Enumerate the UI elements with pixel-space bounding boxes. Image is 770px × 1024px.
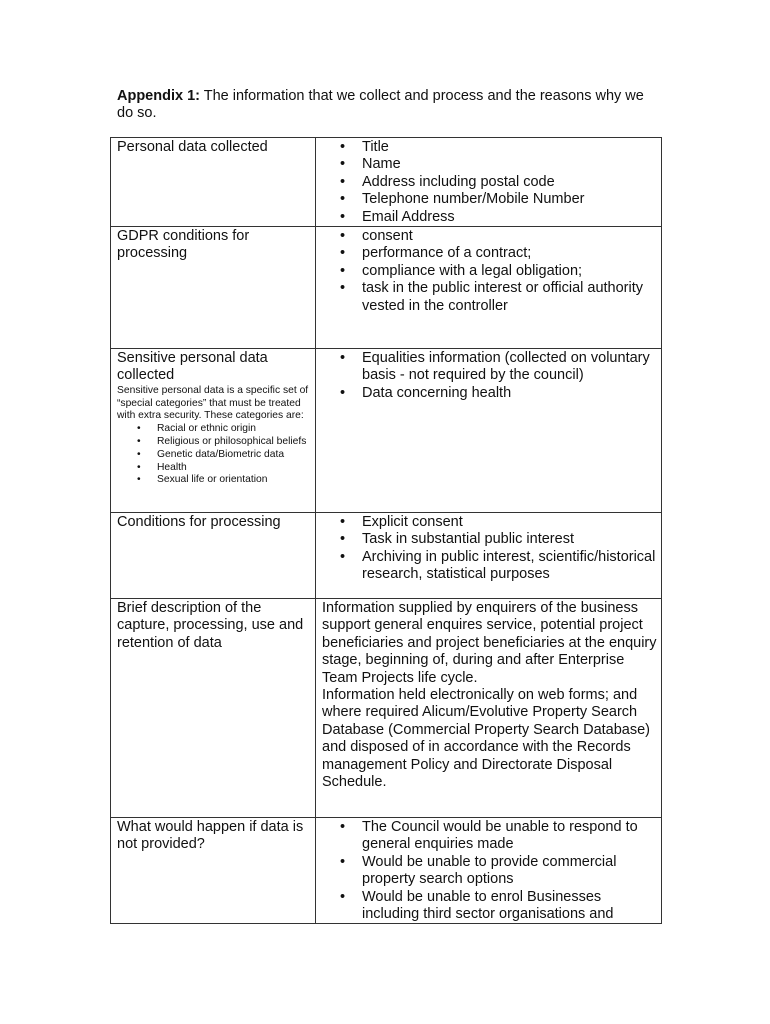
description-paragraph: Information held electronically on web forms; and where required Alicum/Evolutive Property Search Database (Commercial Property Search Database) and disposed of in accordance with the Records management Policy and Directorate Disposal Schedule. [322,687,650,791]
bullet-icon: • [137,461,141,473]
list-item: • Would be unable to provide commercial property search options [340,853,617,888]
list-item: • Health [137,461,187,473]
sensitive-data-label: Sensitive personal data collected [117,350,268,384]
list-item: • Equalities information (collected on voluntary basis - not required by the council) [340,350,650,384]
list-item: • Would be unable to enrol Businesses including third sector organisations and [340,888,614,923]
bullet-icon: • [137,423,141,435]
bullet-icon: • [340,280,346,297]
special-categories-list [117,423,315,487]
bullet-icon: • [340,228,346,245]
bullet-icon: • [137,436,141,448]
not-provided-list [322,819,661,923]
row-label-conditions-processing: Conditions for processing [111,513,316,599]
list-item: • compliance with a legal obligation; [340,262,583,279]
bullet-icon: • [340,191,346,208]
bullet-icon: • [340,156,346,173]
list-item: • Data concerning health [340,384,512,401]
row-label-brief-description: Brief description of the capture, processing, use and retention of data [111,599,316,818]
sensitive-data-list [322,350,661,402]
bullet-icon: • [340,819,346,836]
list-item: • consent [340,228,413,245]
gdpr-conditions-list [322,228,661,315]
list-item: • performance of a contract; [340,245,532,262]
list-item: • Address including postal code [340,173,555,190]
bullet-icon: • [340,245,346,262]
list-item: • task in the public interest or official authority vested in the controller [340,280,644,314]
list-item: • Telephone number/Mobile Number [340,191,585,208]
list-item: • Racial or ethnic origin [137,423,257,435]
table-row [111,227,662,349]
row-content-conditions-processing [316,513,662,599]
appendix-heading-label: Appendix 1: [117,88,200,104]
list-item: • Email Address [340,208,455,225]
personal-data-list [322,139,661,226]
bullet-icon: • [137,448,141,460]
bullet-icon: • [340,208,346,225]
list-item: • Name [340,156,401,173]
list-item: • The Council would be unable to respond to general enquiries made [340,819,638,853]
list-item: • Title [340,139,389,155]
row-content-personal-data [316,138,662,227]
row-label-sensitive-data [111,349,316,513]
row-label-gdpr-conditions: GDPR conditions for processing [111,227,316,349]
bullet-icon: • [340,262,346,279]
list-item: • Sexual life or orientation [137,474,268,486]
description-paragraph: Information supplied by enquirers of the business support general enquires service, potential project beneficiaries and project beneficiaries at the enquiry stage, beginning of, during and after Enterprise Team Projects life cycle. [322,600,657,686]
sensitive-data-note: Sensitive personal data is a specific set of “special categories” that must be treated with extra security. These categories are: [117,384,309,422]
bullet-icon: • [340,384,346,401]
table-row [111,513,662,599]
bullet-icon: • [340,888,346,905]
list-item: • Archiving in public interest, scientific/historical research, statistical purposes [340,548,656,583]
row-content-not-provided [316,818,662,924]
table-row [111,599,662,818]
appendix-heading [117,88,657,122]
row-label-not-provided: What would happen if data is not provided? [111,818,316,924]
bullet-icon: • [340,514,346,531]
conditions-processing-list [322,514,661,584]
list-item: • Task in substantial public interest [340,531,574,548]
bullet-icon: • [340,139,346,155]
bullet-icon: • [340,350,346,367]
row-content-gdpr-conditions [316,227,662,349]
list-item: • Explicit consent [340,514,463,531]
bullet-icon: • [137,474,141,486]
bullet-icon: • [340,531,346,548]
list-item: • Religious or philosophical beliefs [137,436,307,448]
appendix-table [110,137,662,924]
appendix-heading-text: The information that we collect and process and the reasons why we do so. [117,88,644,121]
bullet-icon: • [340,853,346,870]
row-content-sensitive-data [316,349,662,513]
bullet-icon: • [340,548,346,565]
row-content-brief-description [316,599,662,818]
bullet-icon: • [340,173,346,190]
table-row [111,818,662,924]
row-label-personal-data: Personal data collected [111,138,316,227]
table-row [111,138,662,227]
list-item: • Genetic data/Biometric data [137,448,285,460]
table-row [111,349,662,513]
